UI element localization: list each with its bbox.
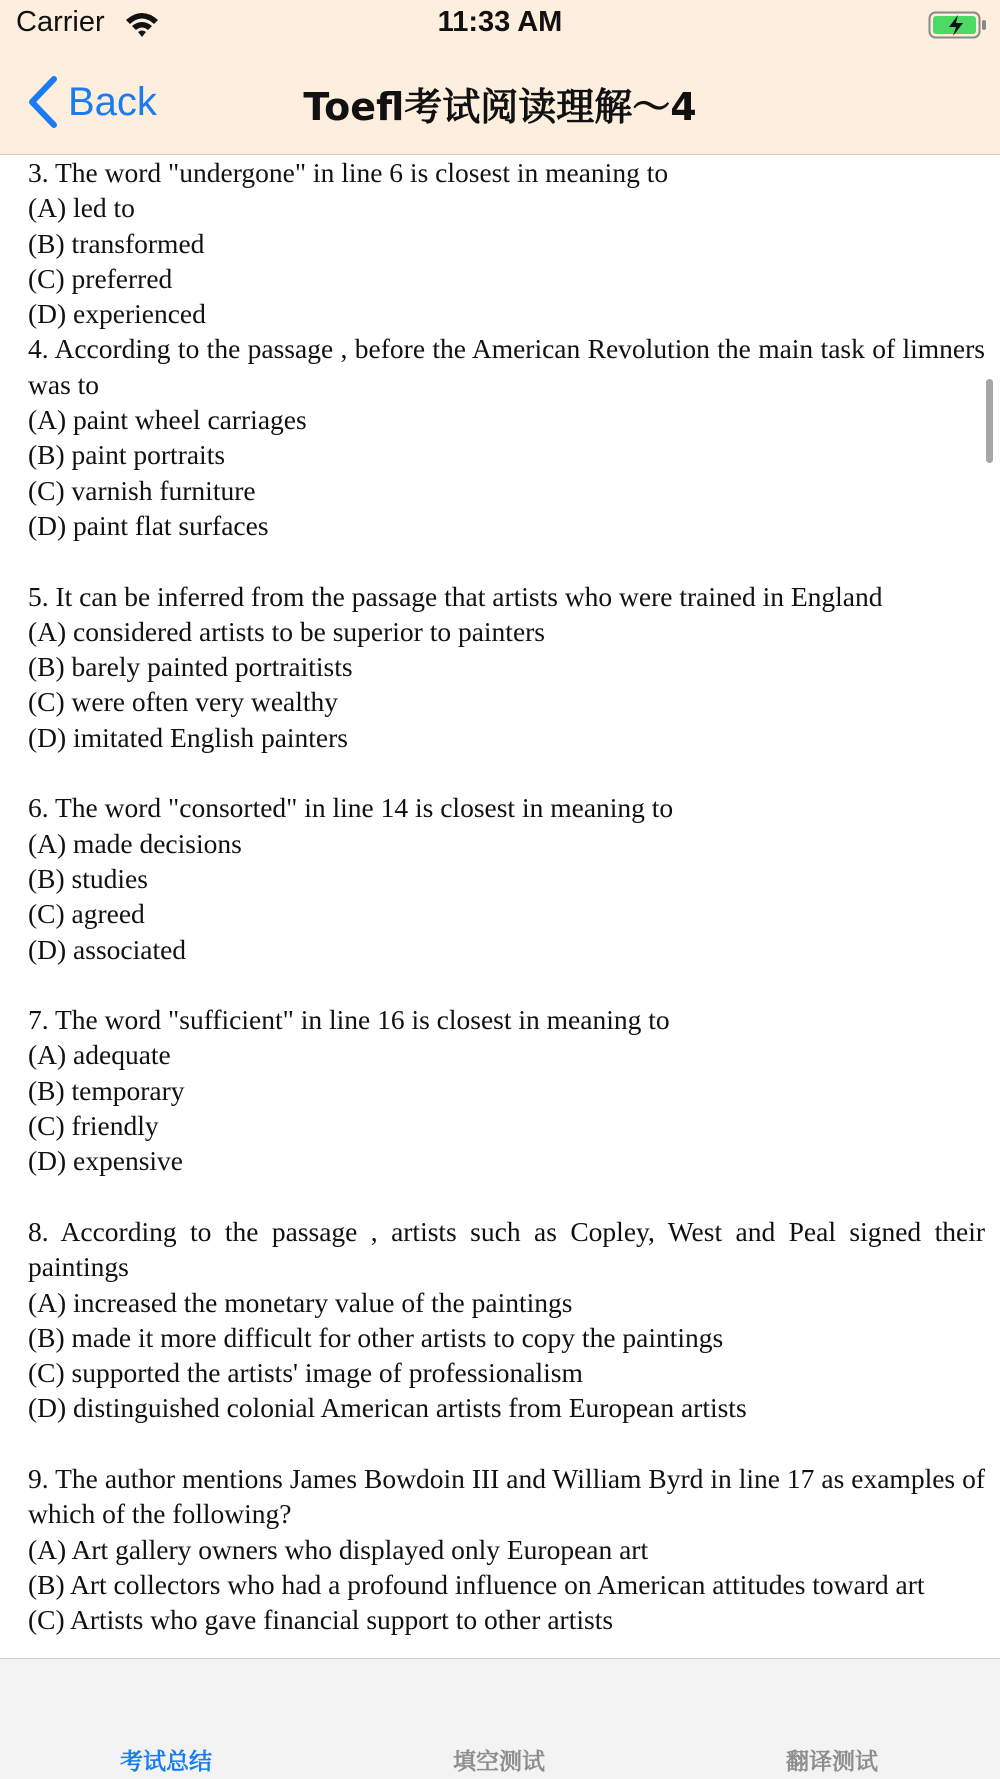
answer-option: (A) considered artists to be superior to painters [28,615,546,647]
answer-option: (C) preferred [28,262,173,294]
tab-fill-in-test[interactable]: 填空测试 [453,1749,545,1775]
question-text: 5. It can be inferred from the passage that artists who were trained in England [28,580,883,612]
answer-option: (B) made it more difficult for other artists to copy the paintings [28,1321,724,1353]
answer-option: (B) paint portraits [28,439,226,471]
answer-option: (D) imitated English painters [28,721,348,753]
answer-option: (B) temporary [28,1074,185,1106]
answer-option: (A) Art gallery owners who displayed only European art [28,1533,649,1565]
answer-option: (C) agreed [28,898,145,930]
answer-option: (A) made decisions [28,827,242,859]
back-label: Back [68,79,157,124]
answer-option: (A) adequate [28,1039,171,1071]
blank-line [28,755,985,790]
question-text: 3. The word "undergone" in line 6 is closest in meaning to [28,157,669,188]
tab-translation-test[interactable]: 翻译测试 [786,1749,878,1775]
header [0,0,1000,155]
battery-charging-icon [928,10,988,40]
blank-line [28,1179,985,1214]
answer-option: (D) distinguished colonial American artists from European artists [28,1392,747,1424]
scroll-indicator[interactable] [986,379,993,463]
blank-line [28,543,985,578]
answer-option: (C) supported the artists' image of professionalism [28,1357,583,1389]
blank-line [28,967,985,1002]
question-text: 9. The author mentions James Bowdoin III and William Byrd in line 17 as examples of which of the following? [28,1462,985,1530]
answer-option: (C) friendly [28,1110,159,1142]
answer-option: (B) Art collectors who had a profound influence on American attitudes toward art [28,1568,925,1600]
tab-bar [0,1658,1000,1779]
answer-option: (B) transformed [28,227,205,259]
question-text: 4. According to the passage , before the American Revolution the main task of limners was to [28,333,985,400]
answer-option: (D) associated [28,933,187,965]
question-text: 8. According to the passage , artists such as Copley, West and Peal signed their paintings [28,1215,985,1283]
status-time: 11:33 AM [437,6,563,38]
status-bar [0,0,1000,50]
answer-option: (C) were often very wealthy [28,686,339,718]
answer-option: (A) paint wheel carriages [28,404,307,436]
carrier-label: Carrier [16,6,105,38]
answer-option: (A) led to [28,192,135,224]
tab-exam-summary[interactable]: 考试总结 [120,1749,212,1775]
page-title: Toefl考试阅读理解～4 [303,85,697,129]
answer-option: (A) increased the monetary value of the paintings [28,1286,573,1318]
question-text: 7. The word "sufficient" in line 16 is closest in meaning to [28,1004,670,1036]
questions-content[interactable] [0,155,1000,1658]
answer-option: (D) expensive [28,1145,184,1177]
navigation-bar [0,50,1000,154]
questions-text [28,155,985,1637]
blank-line [28,1426,985,1461]
answer-option: (D) paint flat surfaces [28,509,269,541]
answer-option: (B) barely painted portraitists [28,651,353,683]
answer-option: (C) varnish furniture [28,474,256,506]
answer-option: (D) experienced [28,298,206,330]
answer-option: (C) Artists who gave financial support to other artists [28,1604,614,1636]
question-text: 6. The word "consorted" in line 14 is closest in meaning to [28,792,674,824]
answer-option: (B) studies [28,862,148,894]
